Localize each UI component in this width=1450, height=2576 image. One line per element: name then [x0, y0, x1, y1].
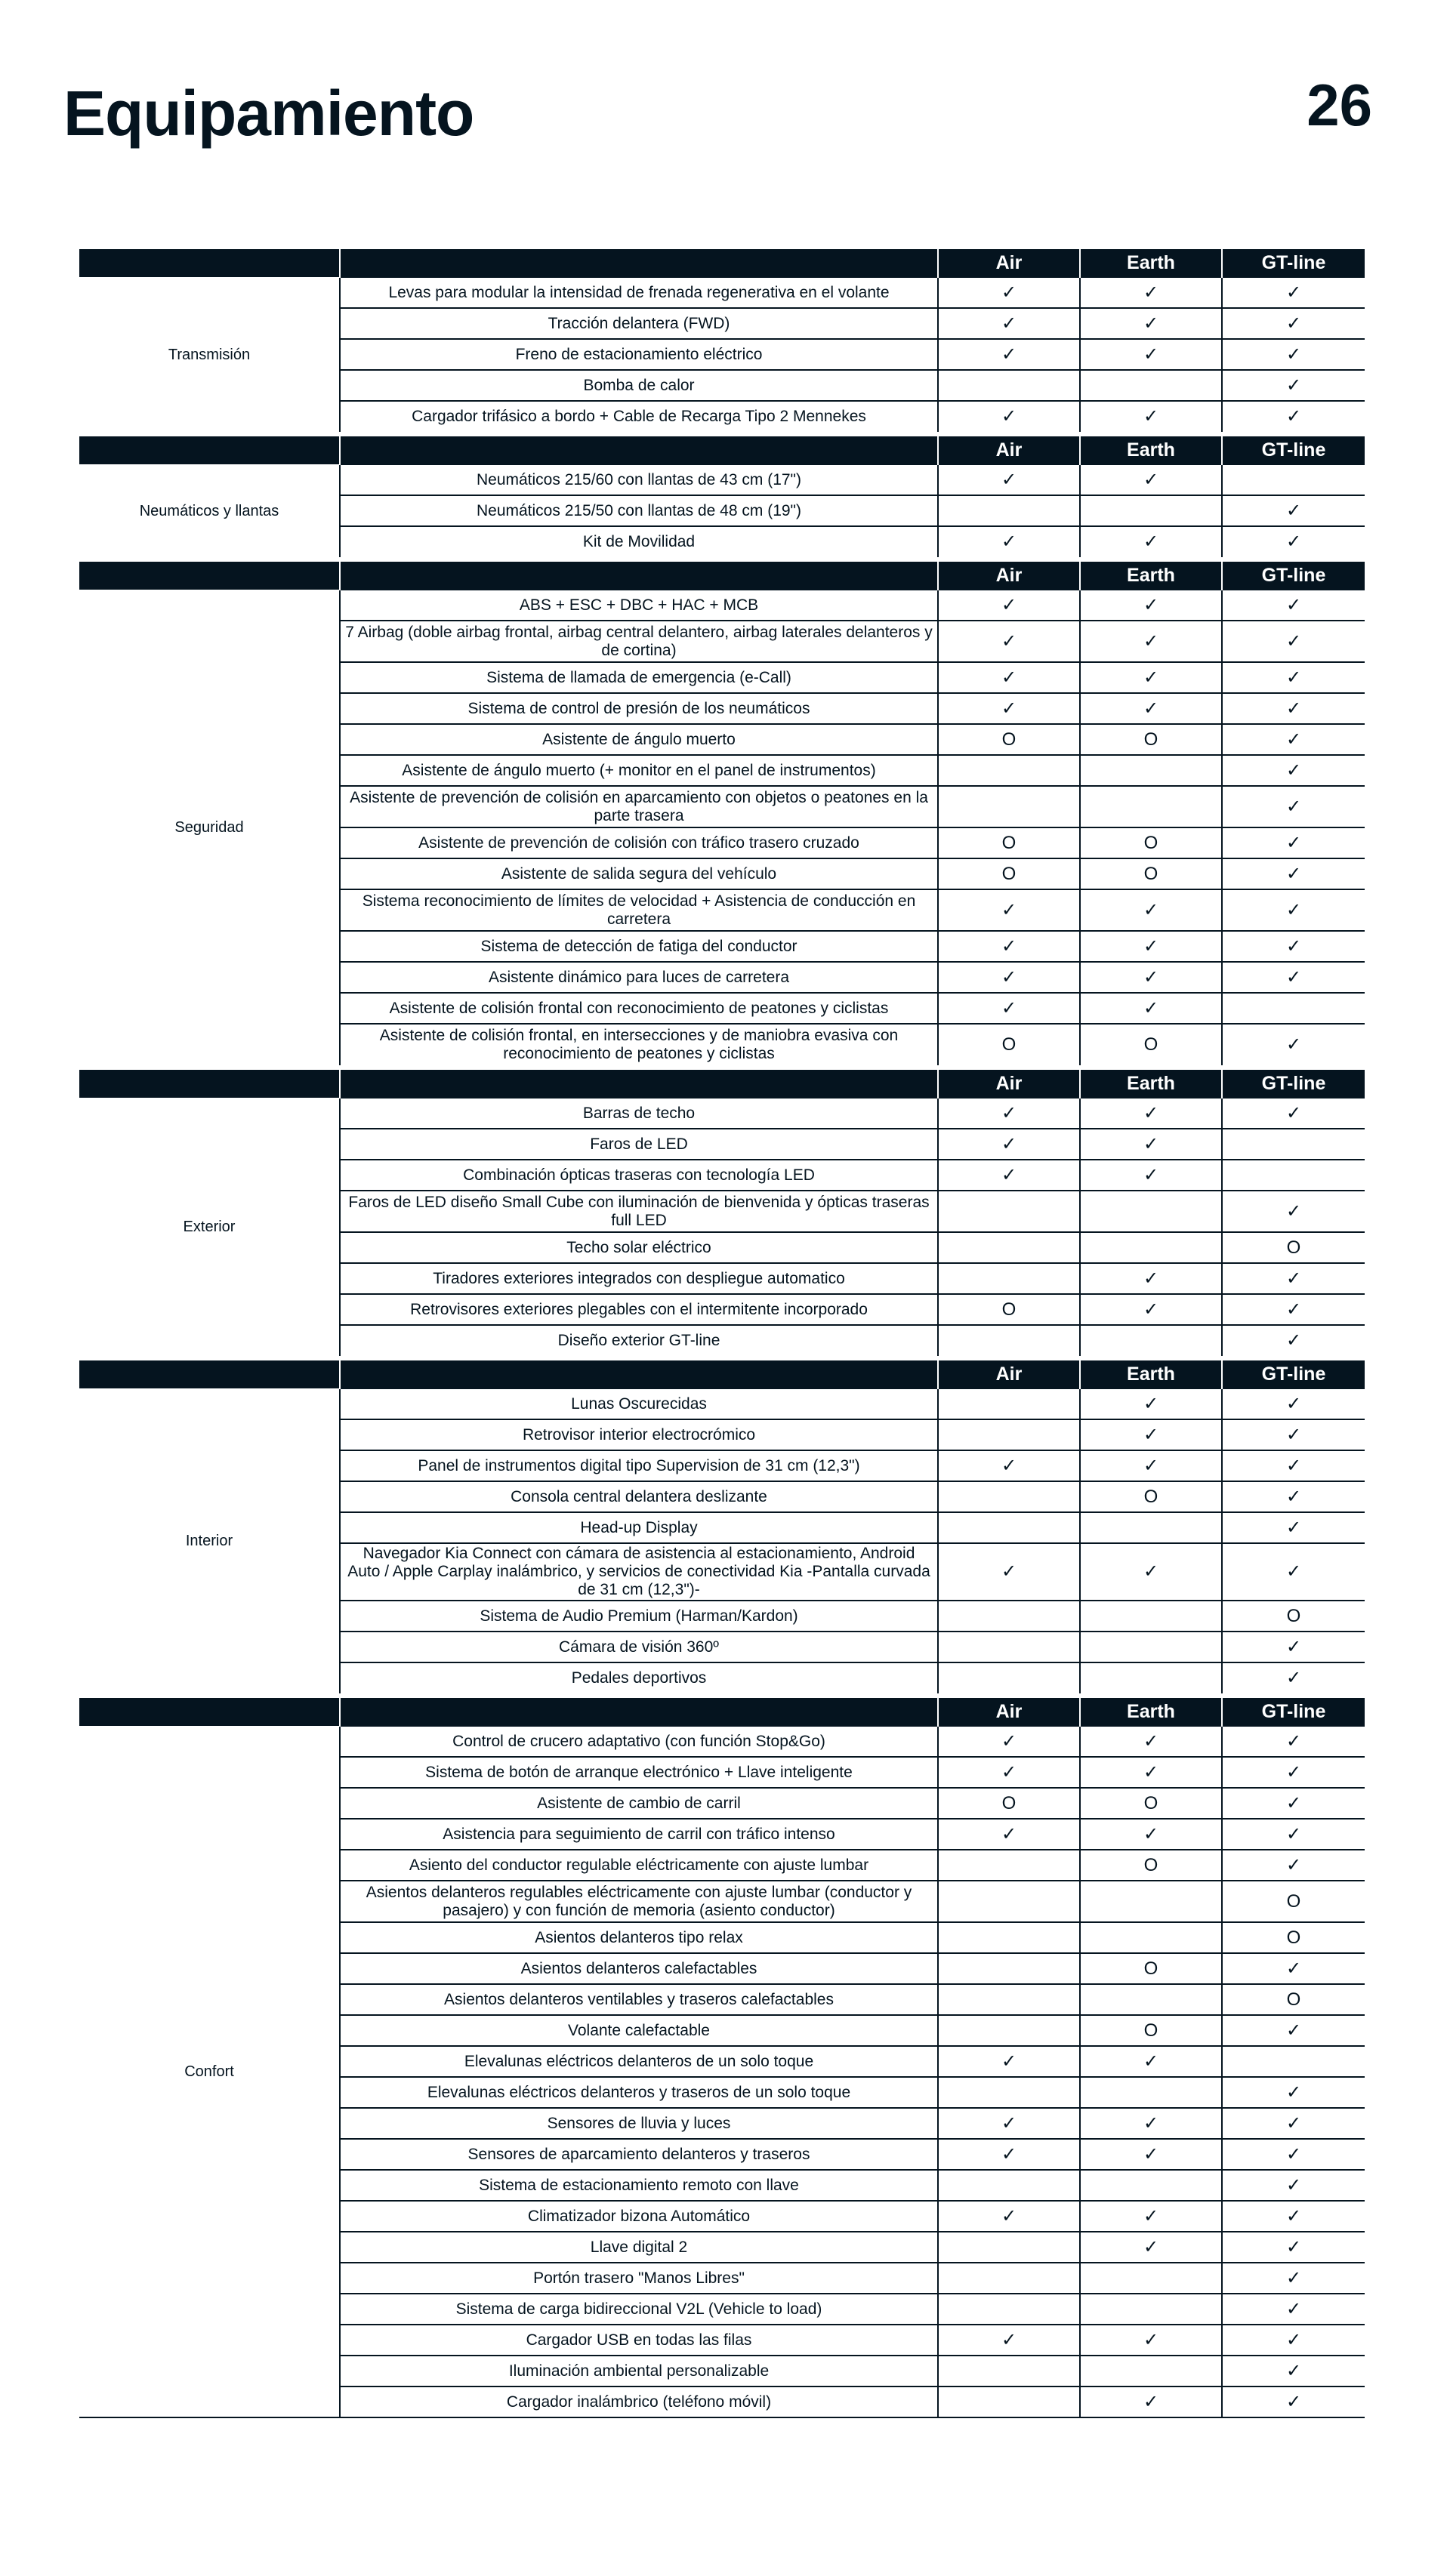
availability-air	[938, 1232, 1080, 1263]
feature-name: Asistencia para seguimiento de carril con tráfico intenso	[340, 1819, 938, 1850]
table-row	[79, 277, 1365, 308]
feature-name: Asistente de prevención de colisión en aparcamiento con objetos o peatones en la parte trasera	[340, 786, 938, 827]
availability-earth: O	[1080, 724, 1222, 755]
section-header-row	[79, 249, 1365, 277]
availability-earth	[1080, 1325, 1222, 1356]
column-header-air: Air	[938, 249, 1080, 277]
availability-gt-line: O	[1222, 1984, 1365, 2015]
availability-air: O	[938, 724, 1080, 755]
section-header-row	[79, 436, 1365, 464]
column-header-gt-line: GT-line	[1222, 436, 1365, 464]
availability-air: ✓	[938, 464, 1080, 495]
availability-earth: ✓	[1080, 962, 1222, 993]
availability-earth	[1080, 755, 1222, 786]
availability-air: ✓	[938, 1757, 1080, 1788]
availability-air	[938, 1953, 1080, 1984]
availability-air	[938, 1388, 1080, 1419]
header-blank-feature	[340, 562, 938, 590]
availability-gt-line: ✓	[1222, 621, 1365, 662]
availability-gt-line	[1222, 1129, 1365, 1160]
availability-earth: ✓	[1080, 1757, 1222, 1788]
section-header-row	[79, 1360, 1365, 1388]
column-header-earth: Earth	[1080, 1698, 1222, 1726]
availability-gt-line: ✓	[1222, 724, 1365, 755]
section-category: Neumáticos y llantas	[139, 502, 279, 519]
availability-air: ✓	[938, 1543, 1080, 1601]
availability-earth: ✓	[1080, 1419, 1222, 1450]
feature-name: Asistente de cambio de carril	[340, 1788, 938, 1819]
feature-name: Pedales deportivos	[340, 1662, 938, 1693]
availability-earth: ✓	[1080, 1543, 1222, 1601]
availability-gt-line: ✓	[1222, 526, 1365, 557]
table-row	[79, 1098, 1365, 1129]
availability-earth	[1080, 1662, 1222, 1693]
availability-gt-line: ✓	[1222, 2232, 1365, 2263]
availability-earth	[1080, 786, 1222, 827]
availability-earth: ✓	[1080, 2108, 1222, 2139]
availability-gt-line: ✓	[1222, 2294, 1365, 2325]
feature-name: Sensores de lluvia y luces	[340, 2108, 938, 2139]
table-row	[79, 1388, 1365, 1419]
column-header-earth: Earth	[1080, 1070, 1222, 1098]
feature-name: Asistente de colisión frontal, en intersecciones y de maniobra evasiva con reconocimiento de peatones y ciclistas	[340, 1024, 938, 1065]
availability-earth: ✓	[1080, 621, 1222, 662]
availability-gt-line: ✓	[1222, 662, 1365, 693]
feature-name: Retrovisores exteriores plegables con el intermitente incorporado	[340, 1294, 938, 1325]
availability-earth: ✓	[1080, 526, 1222, 557]
availability-gt-line: ✓	[1222, 1757, 1365, 1788]
availability-earth	[1080, 2356, 1222, 2386]
availability-air	[938, 2386, 1080, 2417]
section-category: Interior	[185, 1533, 233, 1549]
feature-name: Asientos delanteros regulables eléctricamente con ajuste lumbar (conductor y pasajero) y con función de memoria (asiento conductor)	[340, 1881, 938, 1922]
feature-name: Elevalunas eléctricos delanteros de un solo toque	[340, 2046, 938, 2077]
section-category: Exterior	[183, 1219, 236, 1235]
availability-gt-line: ✓	[1222, 1850, 1365, 1881]
availability-air	[938, 1481, 1080, 1512]
availability-earth: ✓	[1080, 2201, 1222, 2232]
feature-name: Freno de estacionamiento eléctrico	[340, 339, 938, 370]
column-header-air: Air	[938, 436, 1080, 464]
availability-earth: ✓	[1080, 889, 1222, 931]
feature-name: Barras de techo	[340, 1098, 938, 1129]
availability-gt-line: ✓	[1222, 401, 1365, 432]
availability-gt-line: ✓	[1222, 2356, 1365, 2386]
feature-name: Sistema de detección de fatiga del conductor	[340, 931, 938, 962]
availability-air: ✓	[938, 1819, 1080, 1850]
availability-air: ✓	[938, 2325, 1080, 2356]
availability-air: ✓	[938, 889, 1080, 931]
header-blank-feature	[340, 1698, 938, 1726]
availability-air: ✓	[938, 1160, 1080, 1191]
column-header-gt-line: GT-line	[1222, 1070, 1365, 1098]
availability-air	[938, 370, 1080, 401]
column-header-air: Air	[938, 1070, 1080, 1098]
availability-gt-line: ✓	[1222, 2139, 1365, 2170]
availability-earth: ✓	[1080, 1160, 1222, 1191]
availability-earth	[1080, 2077, 1222, 2108]
availability-earth	[1080, 1512, 1222, 1543]
availability-gt-line: ✓	[1222, 1481, 1365, 1512]
column-header-air: Air	[938, 1698, 1080, 1726]
table-row	[79, 590, 1365, 621]
availability-air	[938, 1419, 1080, 1450]
availability-earth	[1080, 1191, 1222, 1232]
header-blank-feature	[340, 1360, 938, 1388]
availability-gt-line	[1222, 464, 1365, 495]
availability-air: ✓	[938, 621, 1080, 662]
availability-gt-line: ✓	[1222, 1788, 1365, 1819]
availability-earth	[1080, 370, 1222, 401]
availability-air: ✓	[938, 931, 1080, 962]
header-blank-category	[79, 562, 340, 590]
availability-earth	[1080, 495, 1222, 526]
feature-name: Cargador inalámbrico (teléfono móvil)	[340, 2386, 938, 2417]
availability-gt-line: ✓	[1222, 1024, 1365, 1065]
availability-earth: ✓	[1080, 339, 1222, 370]
availability-air: O	[938, 1788, 1080, 1819]
availability-earth: ✓	[1080, 1819, 1222, 1850]
availability-air	[938, 2015, 1080, 2046]
column-header-earth: Earth	[1080, 562, 1222, 590]
column-header-earth: Earth	[1080, 1360, 1222, 1388]
availability-earth: ✓	[1080, 308, 1222, 339]
availability-air: ✓	[938, 308, 1080, 339]
feature-name: Sensores de aparcamiento delanteros y traseros	[340, 2139, 938, 2170]
section-header-row	[79, 1070, 1365, 1098]
availability-air	[938, 2170, 1080, 2201]
spec-table	[79, 249, 1365, 2418]
availability-gt-line: ✓	[1222, 2263, 1365, 2294]
availability-air	[938, 1632, 1080, 1662]
availability-earth	[1080, 1984, 1222, 2015]
feature-name: Faros de LED	[340, 1129, 938, 1160]
availability-gt-line: ✓	[1222, 1294, 1365, 1325]
availability-earth: ✓	[1080, 590, 1222, 621]
availability-gt-line: ✓	[1222, 1953, 1365, 1984]
availability-earth: ✓	[1080, 1294, 1222, 1325]
feature-name: Faros de LED diseño Small Cube con iluminación de bienvenida y ópticas traseras full LED	[340, 1191, 938, 1232]
availability-earth: ✓	[1080, 401, 1222, 432]
feature-name: Sistema de botón de arranque electrónico + Llave inteligente	[340, 1757, 938, 1788]
feature-name: Neumáticos 215/60 con llantas de 43 cm (17")	[340, 464, 938, 495]
column-header-earth: Earth	[1080, 436, 1222, 464]
availability-earth: ✓	[1080, 1263, 1222, 1294]
availability-earth: ✓	[1080, 2386, 1222, 2417]
header-blank-category	[79, 1070, 340, 1098]
feature-name: Asientos delanteros ventilables y traseros calefactables	[340, 1984, 938, 2015]
availability-air: ✓	[938, 1450, 1080, 1481]
header-blank-category	[79, 249, 340, 277]
feature-name: Asistente de prevención de colisión con tráfico trasero cruzado	[340, 827, 938, 858]
availability-earth: O	[1080, 827, 1222, 858]
feature-name: Llave digital 2	[340, 2232, 938, 2263]
availability-air: ✓	[938, 1726, 1080, 1757]
availability-air	[938, 1601, 1080, 1632]
feature-name: Sistema de control de presión de los neumáticos	[340, 693, 938, 724]
availability-air	[938, 1662, 1080, 1693]
availability-earth: O	[1080, 1850, 1222, 1881]
feature-name: Control de crucero adaptativo (con función Stop&Go)	[340, 1726, 938, 1757]
availability-gt-line: ✓	[1222, 1325, 1365, 1356]
header-blank-category	[79, 1698, 340, 1726]
feature-name: Tracción delantera (FWD)	[340, 308, 938, 339]
availability-gt-line: ✓	[1222, 1191, 1365, 1232]
availability-gt-line: ✓	[1222, 962, 1365, 993]
availability-air: O	[938, 827, 1080, 858]
availability-air: ✓	[938, 339, 1080, 370]
availability-air: ✓	[938, 2046, 1080, 2077]
availability-air: ✓	[938, 2108, 1080, 2139]
availability-air	[938, 495, 1080, 526]
feature-name: Techo solar eléctrico	[340, 1232, 938, 1263]
column-header-gt-line: GT-line	[1222, 249, 1365, 277]
column-header-earth: Earth	[1080, 249, 1222, 277]
availability-earth	[1080, 1232, 1222, 1263]
availability-gt-line	[1222, 1160, 1365, 1191]
availability-air	[938, 2263, 1080, 2294]
availability-gt-line: ✓	[1222, 755, 1365, 786]
availability-air	[938, 1984, 1080, 2015]
availability-air	[938, 2356, 1080, 2386]
availability-earth	[1080, 1632, 1222, 1662]
availability-gt-line: ✓	[1222, 2201, 1365, 2232]
availability-gt-line: ✓	[1222, 889, 1365, 931]
feature-name: Levas para modular la intensidad de frenada regenerativa en el volante	[340, 277, 938, 308]
feature-name: Asistente de ángulo muerto (+ monitor en el panel de instrumentos)	[340, 755, 938, 786]
section-category: Transmisión	[168, 346, 251, 363]
column-header-gt-line: GT-line	[1222, 1360, 1365, 1388]
availability-gt-line: ✓	[1222, 277, 1365, 308]
availability-earth: O	[1080, 2015, 1222, 2046]
availability-air: ✓	[938, 1098, 1080, 1129]
availability-air: ✓	[938, 962, 1080, 993]
availability-air: ✓	[938, 277, 1080, 308]
availability-gt-line: ✓	[1222, 1419, 1365, 1450]
availability-gt-line: ✓	[1222, 1512, 1365, 1543]
availability-earth: ✓	[1080, 464, 1222, 495]
header-blank-feature	[340, 1070, 938, 1098]
availability-air: ✓	[938, 993, 1080, 1024]
feature-name: Navegador Kia Connect con cámara de asistencia al estacionamiento, Android Auto / Apple Carplay inalámbrico, y servicios de conectividad Kia -Pantalla curvada de 31 cm (12,3")-	[340, 1543, 938, 1601]
availability-gt-line: ✓	[1222, 308, 1365, 339]
availability-earth: ✓	[1080, 993, 1222, 1024]
availability-earth	[1080, 2170, 1222, 2201]
availability-earth: ✓	[1080, 1388, 1222, 1419]
feature-name: Panel de instrumentos digital tipo Supervision de 31 cm (12,3")	[340, 1450, 938, 1481]
availability-earth: ✓	[1080, 662, 1222, 693]
availability-gt-line: ✓	[1222, 2386, 1365, 2417]
table-row	[79, 1726, 1365, 1757]
feature-name: Portón trasero "Manos Libres"	[340, 2263, 938, 2294]
feature-name: Asistente de colisión frontal con reconocimiento de peatones y ciclistas	[340, 993, 938, 1024]
availability-gt-line: ✓	[1222, 931, 1365, 962]
availability-gt-line: ✓	[1222, 2170, 1365, 2201]
page-title: Equipamiento	[63, 78, 474, 149]
feature-name: Elevalunas eléctricos delanteros y traseros de un solo toque	[340, 2077, 938, 2108]
availability-earth	[1080, 2294, 1222, 2325]
availability-earth: ✓	[1080, 693, 1222, 724]
column-header-gt-line: GT-line	[1222, 562, 1365, 590]
feature-name: Cámara de visión 360º	[340, 1632, 938, 1662]
availability-earth: ✓	[1080, 931, 1222, 962]
availability-air	[938, 1263, 1080, 1294]
availability-air: O	[938, 858, 1080, 889]
availability-gt-line: O	[1222, 1881, 1365, 1922]
section-header-row	[79, 562, 1365, 590]
column-header-air: Air	[938, 1360, 1080, 1388]
availability-gt-line: ✓	[1222, 2015, 1365, 2046]
availability-gt-line: O	[1222, 1601, 1365, 1632]
feature-name: Sistema de carga bidireccional V2L (Vehicle to load)	[340, 2294, 938, 2325]
feature-name: Asistente de salida segura del vehículo	[340, 858, 938, 889]
availability-gt-line	[1222, 2046, 1365, 2077]
availability-earth: ✓	[1080, 1098, 1222, 1129]
column-header-gt-line: GT-line	[1222, 1698, 1365, 1726]
availability-gt-line: ✓	[1222, 827, 1365, 858]
availability-gt-line: ✓	[1222, 2077, 1365, 2108]
section-category: Confort	[184, 2063, 234, 2080]
availability-air	[938, 2232, 1080, 2263]
availability-air: O	[938, 1294, 1080, 1325]
availability-air	[938, 1922, 1080, 1953]
availability-gt-line: ✓	[1222, 693, 1365, 724]
availability-earth: ✓	[1080, 1450, 1222, 1481]
availability-earth: O	[1080, 1024, 1222, 1065]
availability-earth: ✓	[1080, 2325, 1222, 2356]
feature-name: Lunas Oscurecidas	[340, 1388, 938, 1419]
availability-earth: ✓	[1080, 277, 1222, 308]
availability-gt-line: ✓	[1222, 1263, 1365, 1294]
availability-air: O	[938, 1024, 1080, 1065]
availability-gt-line: ✓	[1222, 495, 1365, 526]
availability-earth: O	[1080, 1788, 1222, 1819]
availability-air: ✓	[938, 1129, 1080, 1160]
header-blank-category	[79, 1360, 340, 1388]
availability-earth: ✓	[1080, 1129, 1222, 1160]
feature-name: Asistente de ángulo muerto	[340, 724, 938, 755]
feature-name: Combinación ópticas traseras con tecnología LED	[340, 1160, 938, 1191]
availability-air: ✓	[938, 590, 1080, 621]
feature-name: Asientos delanteros tipo relax	[340, 1922, 938, 1953]
availability-gt-line: ✓	[1222, 786, 1365, 827]
availability-earth: O	[1080, 858, 1222, 889]
availability-gt-line: ✓	[1222, 1819, 1365, 1850]
feature-name: Climatizador bizona Automático	[340, 2201, 938, 2232]
feature-name: Asistente dinámico para luces de carretera	[340, 962, 938, 993]
availability-gt-line	[1222, 993, 1365, 1024]
feature-name: Bomba de calor	[340, 370, 938, 401]
availability-gt-line: ✓	[1222, 339, 1365, 370]
availability-earth: ✓	[1080, 2139, 1222, 2170]
availability-gt-line: O	[1222, 1922, 1365, 1953]
feature-name: 7 Airbag (doble airbag frontal, airbag central delantero, airbag laterales delanteros y de cortina)	[340, 621, 938, 662]
availability-gt-line: O	[1222, 1232, 1365, 1263]
header-blank-feature	[340, 436, 938, 464]
page-number: 26	[1307, 72, 1372, 138]
availability-gt-line: ✓	[1222, 1662, 1365, 1693]
availability-air: ✓	[938, 2201, 1080, 2232]
availability-earth	[1080, 2263, 1222, 2294]
availability-gt-line: ✓	[1222, 1388, 1365, 1419]
availability-gt-line: ✓	[1222, 1543, 1365, 1601]
availability-earth: ✓	[1080, 2232, 1222, 2263]
feature-name: Cargador trifásico a bordo + Cable de Recarga Tipo 2 Mennekes	[340, 401, 938, 432]
availability-air: ✓	[938, 693, 1080, 724]
availability-gt-line: ✓	[1222, 1632, 1365, 1662]
availability-air: ✓	[938, 2139, 1080, 2170]
availability-air	[938, 1512, 1080, 1543]
section-category: Seguridad	[174, 819, 244, 836]
feature-name: Asiento del conductor regulable eléctricamente con ajuste lumbar	[340, 1850, 938, 1881]
availability-air	[938, 1325, 1080, 1356]
feature-name: Sistema reconocimiento de límites de velocidad + Asistencia de conducción en carretera	[340, 889, 938, 931]
equipment-table	[79, 249, 1365, 2418]
availability-air	[938, 755, 1080, 786]
availability-earth	[1080, 1881, 1222, 1922]
availability-air: ✓	[938, 526, 1080, 557]
availability-gt-line: ✓	[1222, 2108, 1365, 2139]
feature-name: Tiradores exteriores integrados con despliegue automatico	[340, 1263, 938, 1294]
availability-earth	[1080, 1922, 1222, 1953]
availability-air	[938, 2294, 1080, 2325]
feature-name: Cargador USB en todas las filas	[340, 2325, 938, 2356]
availability-gt-line: ✓	[1222, 1726, 1365, 1757]
availability-earth: O	[1080, 1481, 1222, 1512]
feature-name: Neumáticos 215/50 con llantas de 48 cm (19")	[340, 495, 938, 526]
availability-earth	[1080, 1601, 1222, 1632]
feature-name: Head-up Display	[340, 1512, 938, 1543]
header-blank-feature	[340, 249, 938, 277]
column-header-air: Air	[938, 562, 1080, 590]
availability-air	[938, 1881, 1080, 1922]
availability-gt-line: ✓	[1222, 1098, 1365, 1129]
table-row	[79, 464, 1365, 495]
availability-earth: O	[1080, 1953, 1222, 1984]
availability-gt-line: ✓	[1222, 1450, 1365, 1481]
feature-name: Volante calefactable	[340, 2015, 938, 2046]
feature-name: Iluminación ambiental personalizable	[340, 2356, 938, 2386]
availability-gt-line: ✓	[1222, 590, 1365, 621]
availability-air	[938, 1850, 1080, 1881]
availability-air	[938, 2077, 1080, 2108]
feature-name: Sistema de Audio Premium (Harman/Kardon)	[340, 1601, 938, 1632]
availability-gt-line: ✓	[1222, 858, 1365, 889]
availability-air: ✓	[938, 662, 1080, 693]
availability-gt-line: ✓	[1222, 370, 1365, 401]
feature-name: Consola central delantera deslizante	[340, 1481, 938, 1512]
feature-name: Retrovisor interior electrocrómico	[340, 1419, 938, 1450]
feature-name: Sistema de estacionamiento remoto con llave	[340, 2170, 938, 2201]
feature-name: Kit de Movilidad	[340, 526, 938, 557]
section-header-row	[79, 1698, 1365, 1726]
availability-air	[938, 1191, 1080, 1232]
header-blank-category	[79, 436, 340, 464]
availability-air	[938, 786, 1080, 827]
availability-gt-line: ✓	[1222, 2325, 1365, 2356]
feature-name: Diseño exterior GT-line	[340, 1325, 938, 1356]
feature-name: ABS + ESC + DBC + HAC + MCB	[340, 590, 938, 621]
availability-earth: ✓	[1080, 1726, 1222, 1757]
feature-name: Asientos delanteros calefactables	[340, 1953, 938, 1984]
feature-name: Sistema de llamada de emergencia (e-Call)	[340, 662, 938, 693]
availability-air: ✓	[938, 401, 1080, 432]
availability-earth: ✓	[1080, 2046, 1222, 2077]
